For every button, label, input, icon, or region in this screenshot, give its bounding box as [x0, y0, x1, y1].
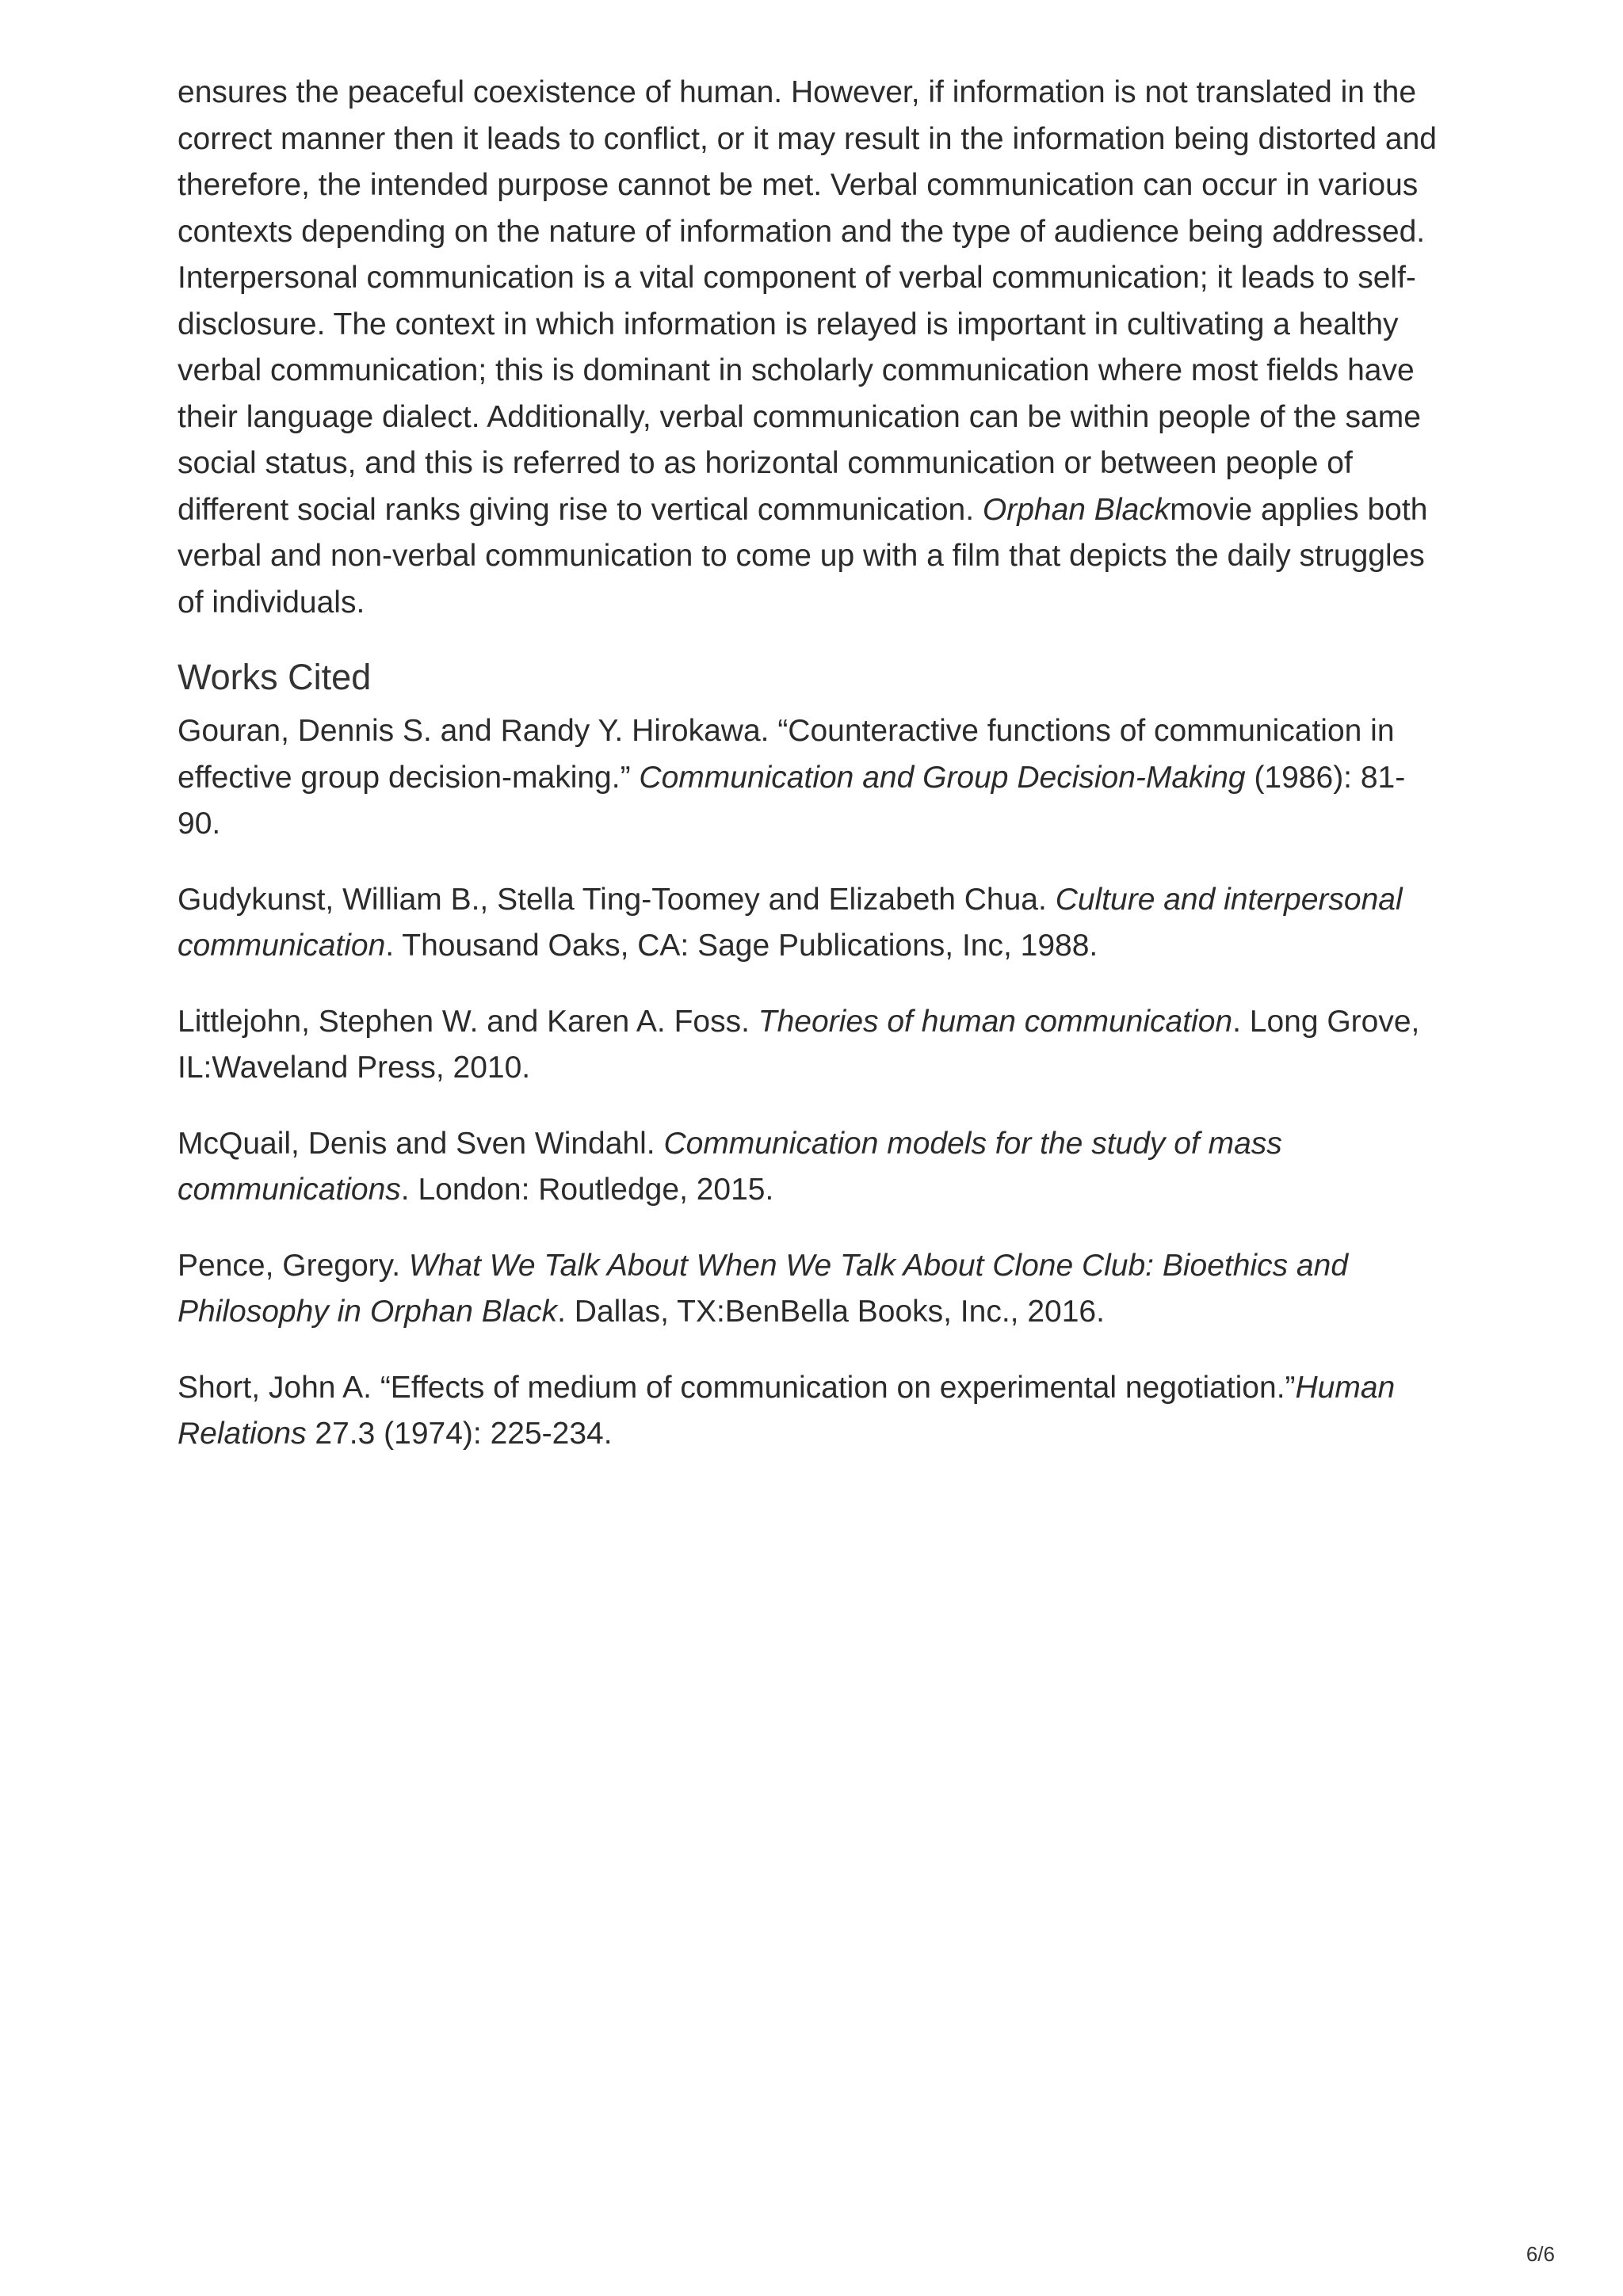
reference-text: Gouran, Dennis S. and Randy Y. Hirokawa. “Counteractive functions of communication in effective group decision-making.”	[178, 714, 1395, 795]
reference-text: Short, John A. “Effects of medium of communication on experimental negotiation.”	[178, 1370, 1296, 1405]
reference-entry	[178, 708, 1445, 848]
reference-title: Communication models for the study of mass communications	[178, 1126, 1282, 1207]
reference-title: What We Talk About When We Talk About Clone Club: Bioethics and Philosophy in Orphan Black	[178, 1248, 1349, 1329]
reference-text: Gudykunst, William B., Stella Ting-Toomey and Elizabeth Chua.	[178, 882, 1056, 917]
reference-text: . Thousand Oaks, CA: Sage Publications, Inc, 1988.	[385, 929, 1098, 963]
reference-text: Littlejohn, Stephen W. and Karen A. Foss.	[178, 1004, 758, 1039]
reference-text: McQuail, Denis and Sven Windahl.	[178, 1126, 664, 1161]
reference-entry	[178, 877, 1445, 970]
reference-entry	[178, 1121, 1445, 1214]
document-page	[178, 70, 1445, 1487]
reference-title: Human Relations	[178, 1370, 1396, 1451]
reference-title: Communication and Group Decision-Making	[639, 760, 1246, 795]
body-paragraph	[178, 70, 1445, 626]
movie-title: Orphan Black	[982, 492, 1170, 527]
reference-text: 27.3 (1974): 225-234.	[306, 1417, 613, 1451]
page-number: 6/6	[1526, 2242, 1555, 2266]
reference-text: (1986): 81-90.	[178, 760, 1406, 841]
body-text-end: movie applies both verbal and non-verbal communication to come up with a film that depicts the daily struggles of individuals.	[178, 492, 1428, 620]
reference-text: . London: Routledge, 2015.	[400, 1173, 774, 1207]
works-cited-heading: Works Cited	[178, 657, 372, 697]
reference-entry	[178, 1243, 1445, 1336]
body-text: ensures the peaceful coexistence of human. However, if information is not translated in the correct manner then it leads to conflict, or it may result in the information being distorted and therefore, the intended purpose cannot be met. Verbal communication can occur in various contexts depending on the nature of information and the type of audience being addressed. Interpersonal communication is a vital component of verbal communication; it leads to self-disclosure. The context in which information is relayed is important in cultivating a healthy verbal communication; this is dominant in scholarly communication where most fields have their language dialect. Additionally, verbal communication can be within people of the same social status, and this is referred to as horizontal communication or between people of different social ranks giving rise to vertical communication.	[178, 75, 1437, 527]
reference-entry	[178, 1365, 1445, 1458]
reference-title: Culture and interpersonal communication	[178, 882, 1403, 963]
reference-text: Pence, Gregory.	[178, 1248, 409, 1283]
reference-title: Theories of human communication	[758, 1004, 1233, 1039]
reference-text: . Dallas, TX:BenBella Books, Inc., 2016.	[557, 1295, 1105, 1329]
reference-entry	[178, 999, 1445, 1092]
reference-text: . Long Grove, IL:Waveland Press, 2010.	[178, 1004, 1420, 1085]
